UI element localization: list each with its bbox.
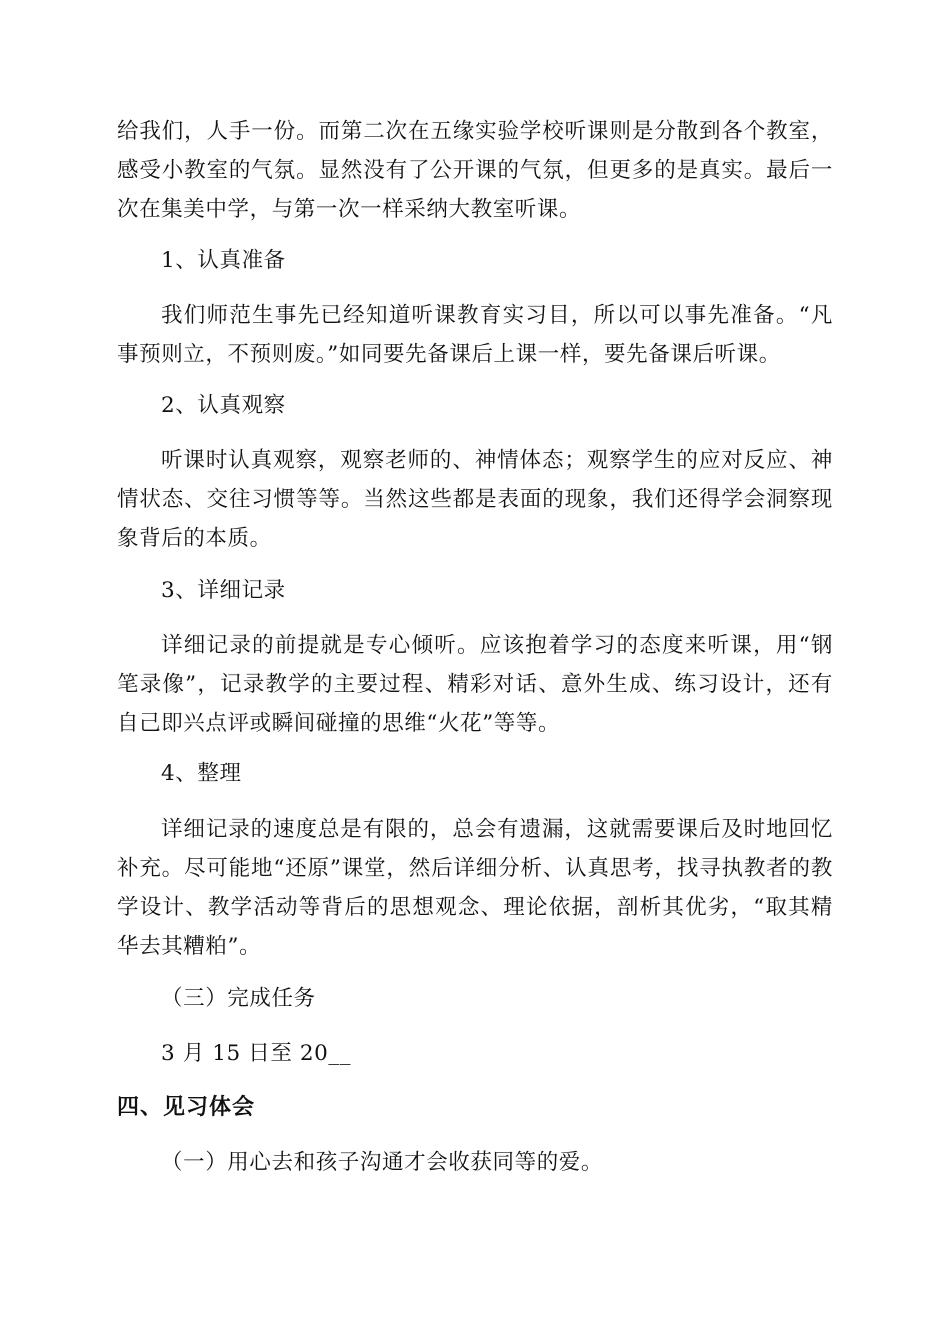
date-range: 3 月 15 日至 20__	[161, 1041, 352, 1066]
section-heading-experience: 四、见习体会	[117, 1095, 256, 1120]
paragraph-prepare: 我们师范生事先已经知道听课教育实习目，所以可以事先准备。“凡事预则立，不预则废。”如同要先备课后上课一样，要先备课后听课。	[117, 303, 833, 367]
paragraph-listening-locations: 给我们，人手一份。而第二次在五缘实验学校听课则是分散到各个教室，感受小教室的气氛。显然没有了公开课的气氛，但更多的是真实。最后一次在集美中学，与第一次一样采纳大教室听课。	[117, 119, 833, 222]
list-item-record: 3、详细记录	[161, 578, 286, 603]
list-item-prepare: 1、认真准备	[161, 248, 286, 273]
paragraph-observe: 听课时认真观察，观察老师的、神情体态；观察学生的应对反应、神情状态、交往习惯等等。当然这些都是表面的现象，我们还得学会洞察现象背后的本质。	[117, 448, 833, 551]
paragraph-record: 详细记录的前提就是专心倾听。应该抱着学习的态度来听课，用“钢笔录像”，记录教学的主要过程、精彩对话、意外生成、练习设计，还有自己即兴点评或瞬间碰撞的思维“火花”等等。	[117, 633, 833, 736]
paragraph-organize: 详细记录的速度总是有限的，总会有遗漏，这就需要课后及时地回忆补充。尽可能地“还原”课堂，然后详细分析、认真思考，找寻执教者的教学设计、教学活动等背后的思想观念、理论依据，剖析其优劣，“取其精华去其糟粕”。	[117, 817, 833, 959]
section-complete-task: （三）完成任务	[161, 986, 316, 1011]
subsection-communicate: （一）用心去和孩子沟通才会收获同等的爱。	[161, 1150, 604, 1175]
list-item-organize: 4、整理	[161, 761, 242, 786]
list-item-observe: 2、认真观察	[161, 393, 286, 418]
